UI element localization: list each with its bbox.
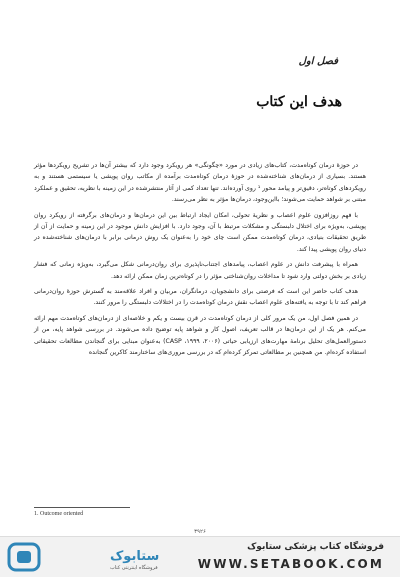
setabook-logo[interactable] (8, 541, 160, 573)
paragraph: در همین فصل اول، من یک مرور کلی از درمان کوتاه‌مدت در قرن بیست و یکم و خلاصه‌ای از درمان‌های کوتاه‌مدت مهم ارائه می‌کنم. هر یک از این درمان‌ها در قالب تعریف، اصول کار و شواهد پایه توضیح داده می‌شوند. در بررسی شواهد پایه، من از دستورالعمل‌های تحلیل برنامهٔ مهارت‌های ارزیابی حیاتی (۲۰۰۶، ۱۹۹۹، CASP) به‌عنوان مبنایی برای گنجاندن مطالعات تحقیقاتی استفاده کرده‌ام. من همچنین بر مطالعاتی تمرکز کرده‌ام که در بررسی مروری‌های ساختارمند کاکرین گنجانده (34, 314, 366, 357)
page-number: ۳۹۲۶ (194, 529, 206, 535)
store-url-link[interactable]: WWW.SETABOOK.COM (197, 557, 384, 571)
paragraph: هدف کتاب حاضر این است که فرصتی برای دانشجویان، درمانگران، مربیان و افراد علاقه‌مند به گسترش حوزهٔ روان‌درمانی فراهم کند تا با توجه به یافته‌های علوم اعصاب نقش درمان کوتاه‌مدت را در اختلالات دلبستگی را مرور کنند. (34, 288, 366, 307)
logo-subtext: فروشگاه اینترنتی کتاب (110, 565, 158, 571)
chapter-title: هدف این کتاب (256, 94, 342, 110)
store-banner[interactable] (0, 536, 400, 577)
footnote: 1. Outcome oriented (34, 511, 84, 517)
banner-title: فروشگاه کتاب پزشکی ستابوک (247, 542, 384, 552)
footnote-divider (34, 507, 130, 508)
body-text (34, 160, 366, 363)
chapter-label: فصل اول (298, 56, 338, 67)
paragraph: با فهم روزافزون علوم اعصاب و نظریهٔ تحولی، امکان ایجاد ارتباط بین این درمان‌ها و درمان‌های برگرفته از رویکرد روان پویشی، به‌ویژه برای اختلال دلبستگی و مشکلات مرتبط با آن، وجود دارد. با افزایش دانش موجود در این زمینه و حمایت از آن از طریق تحقیقات بنیادی، درمان کوتاه‌مدت ممکن است چای خود را به‌عنوان یک روش درمانی برابر با درمان‌های شناخته‌شده در دنیای روان پویشی پیدا کند. (34, 211, 366, 253)
paragraph: همراه با پیشرفت دانش در علوم اعصاب، پیامدهای اجتناب‌ناپذیری برای روان‌درمانی شکل می‌گیرد، به‌ویژه زمانی که فشار زیادی بر بخش دولتی وارد شود تا مداخلات روان‌شناختی مؤثر را در کوتاه‌ترین زمان ممکن ارائه دهد. (34, 261, 366, 280)
paragraph: در حوزهٔ درمان کوتاه‌مدت، کتاب‌های زیادی در مورد «چگونگی» هر رویکرد وجود دارد که بیشتر آن‌ها در تشریح رویکردها مؤثر هستند. بسیاری از درمان‌های شناخته‌شده در حوزهٔ درمان کوتاه‌مدت برآمده از مکاتب روان پویشی یا سیستمی هستند و به رویکردهای کوتاه‌تر، دقیق‌تر و پیامد محور ¹ روی آورده‌اند. تنها تعداد کمی از آثار منتشرشده در این زمینه با نظریه، تحقیق و عملکرد مبتنی بر شواهد حمایت می‌شوند؛ بااین‌وجود، درمان‌ها مؤثر به نظر می‌رسند. (34, 162, 366, 204)
logo-text: ستابوک (110, 549, 160, 564)
